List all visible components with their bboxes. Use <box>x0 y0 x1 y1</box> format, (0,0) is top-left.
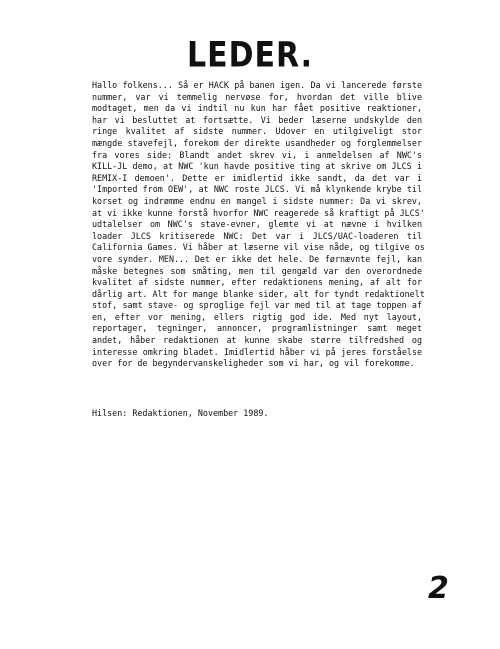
body-line: korset og indrømme endnu en mangel i sidste nummer: Da vi skrev, <box>92 195 422 206</box>
page-title: LEDER. <box>186 35 314 76</box>
editorial-body <box>92 80 425 370</box>
body-line: modtaget, men da vi indtil nu kun har fået positive reaktioner, <box>92 103 422 114</box>
body-line: fra vores side: Blandt andet skrev vi, i anmeldelsen af NWC's <box>92 149 422 160</box>
body-line: har vi besluttet at fortsætte. Vi beder læserne undskylde den <box>92 114 422 125</box>
body-line: nummer, var vi temmelig nervøse for, hvordan det ville blive <box>92 91 422 102</box>
body-line: stof, samt stave- og sproglige fejl var med til at tage toppen af <box>92 300 422 311</box>
page-number: 2 <box>428 571 449 606</box>
body-line: dårlig art. Alt for mange blanke sider, alt for tyndt redaktionelt <box>92 288 425 299</box>
body-line: 'Imported from OEW', at NWC roste JLCS. Vi må klynkende krybe til <box>92 184 422 195</box>
body-line: andet, håber redaktionen at kunne skabe større tilfredshed og <box>92 335 422 346</box>
body-line: loader JLCS kritiserede NWC: Det var i JLCS/UAC-loaderen til <box>92 230 422 241</box>
body-line: vore synder. MEN... Det er ikke det hele. De førnævnte fejl, kan <box>92 253 422 264</box>
body-line: måske betegnes som småting, men til gengæld var den overordnede <box>92 265 422 276</box>
body-line: at vi ikke kunne forstå hvorfor NWC reagerede så kraftigt på JLCS' <box>92 207 425 218</box>
signature: Hilsen: Redaktionen, November 1989. <box>92 408 269 418</box>
body-line: interesse omkring bladet. Imidlertid håber vi på jeres forståelse <box>92 346 422 357</box>
body-line: Hallo folkens... Så er HACK på banen igen. Da vi lancerede første <box>92 80 422 90</box>
body-line: over for de begyndervanskeligheder som vi har, og vil forekomme. <box>92 358 415 369</box>
body-line: mængde stavefejl, forekom der direkte usandheder og forglemmelser <box>92 137 422 148</box>
body-line: reportager, tegninger, annoncer, programlistninger samt meget <box>92 323 422 334</box>
body-line: California Games. Vi håber at læserne vil vise nåde, og tilgive os <box>92 242 425 253</box>
body-line: udtalelser om NWC's stave-evner, glemte vi at nævne i hvilken <box>92 219 422 230</box>
body-line: REMIX-I demoen'. Dette er imidlertid ikke sandt, da det var i <box>92 172 422 183</box>
body-line: KILL-JL demo, at NWC 'kun havde positive ting at skrive om JLCS i <box>92 161 422 172</box>
body-line: kvalitet af sidste nummer, efter redaktionens mening, af alt for <box>92 277 422 288</box>
body-line: ringe kvalitet af sidste nummer. Udover en utilgiveligt stor <box>92 126 422 137</box>
body-line: en, efter vor mening, ellers rigtig god ide. Med nyt layout, <box>92 311 422 322</box>
